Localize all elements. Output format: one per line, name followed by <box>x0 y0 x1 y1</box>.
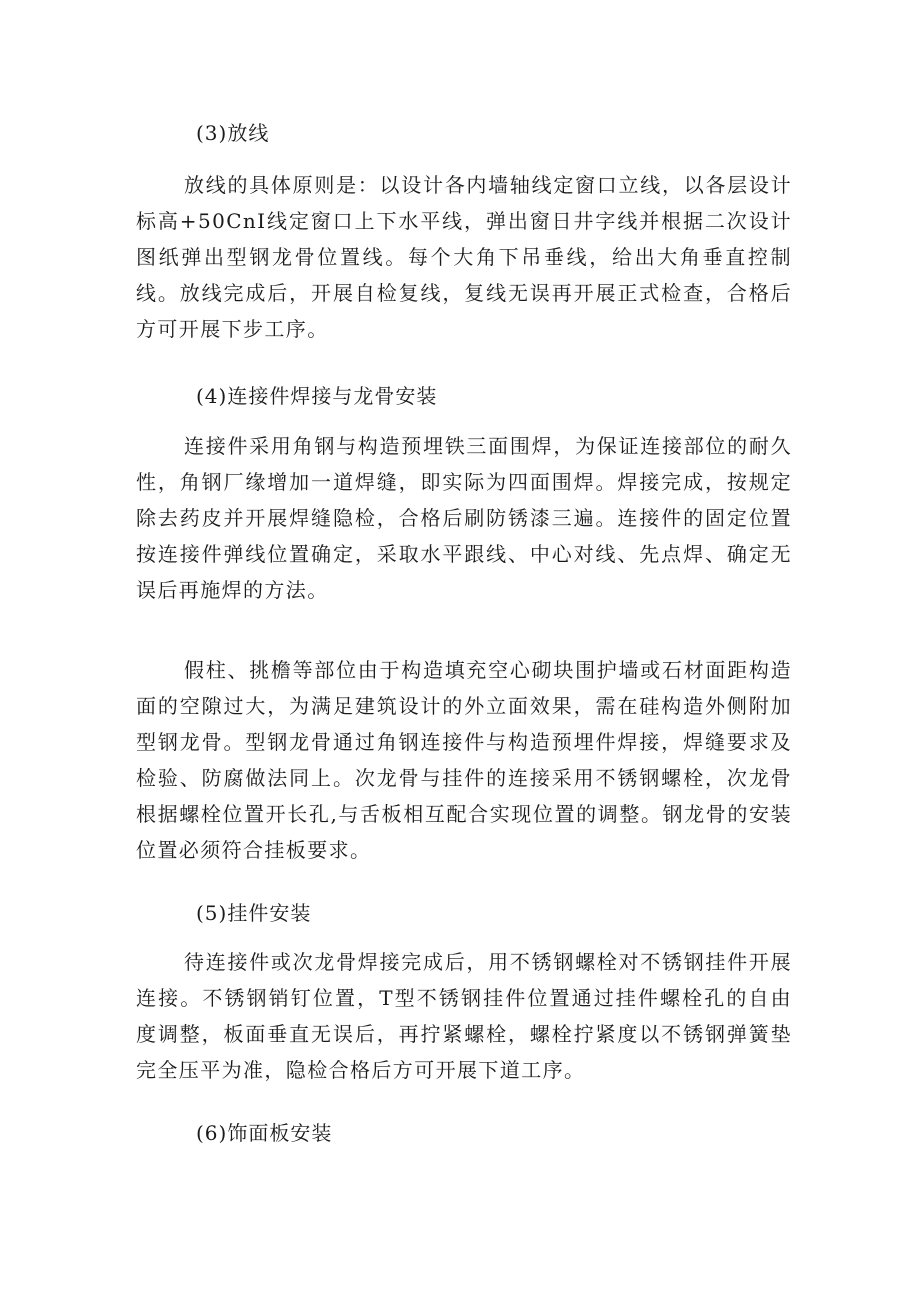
paragraph-hanger-install: 待连接件或次龙骨焊接完成后，用不锈钢螺栓对不锈钢挂件开展连接。不锈钢销钉位置，T型不锈钢挂件位置通过挂件螺栓孔的自由度调整，板面垂直无误后，再拧紧螺栓，螺栓拧紧度以不锈钢弹簧垫完全压平为准，隐检合格后方可开展下道工序。 <box>136 950 792 1082</box>
section-heading-3: (3)放线 <box>196 121 270 145</box>
paragraph-layout-lines: 放线的具体原则是：以设计各内墙轴线定窗口立线，以各层设计标高+50CnI线定窗口上下水平线，弹出窗日井字线并根据二次设计图纸弹出型钢龙骨位置线。每个大角下吊垂线，给出大角垂直控制线。放线完成后，开展自检复线，复线无误再开展正式检查，合格后方可开展下步工序。 <box>136 173 792 341</box>
paragraph-steel-keel: 假柱、挑檐等部位由于构造填充空心砌块围护墙或石材面距构造面的空隙过大，为满足建筑设计的外立面效果，需在硅构造外侧附加型钢龙骨。型钢龙骨通过角钢连接件与构造预埋件焊接，焊缝要求及检验、防腐做法同上。次龙骨与挂件的连接采用不锈钢螺栓，次龙骨根据螺栓位置开长孔,与舌板相互配合实现位置的调整。钢龙骨的安装位置必须符合挂板要求。 <box>136 658 792 862</box>
paragraph-connector-welding: 连接件采用角钢与构造预埋铁三面围焊，为保证连接部位的耐久性，角钢厂缘增加一道焊缝，即实际为四面围焊。焊接完成，按规定除去药皮并开展焊缝隐检，合格后刷防锈漆三遍。连接件的固定位置按连接件弹线位置确定，采取水平跟线、中心对线、先点焊、确定无误后再施焊的方法。 <box>136 434 792 602</box>
section-heading-6: (6)饰面板安装 <box>196 1121 333 1145</box>
section-heading-4: (4)连接件焊接与龙骨安装 <box>196 384 438 408</box>
section-heading-5: (5)挂件安装 <box>196 901 312 925</box>
